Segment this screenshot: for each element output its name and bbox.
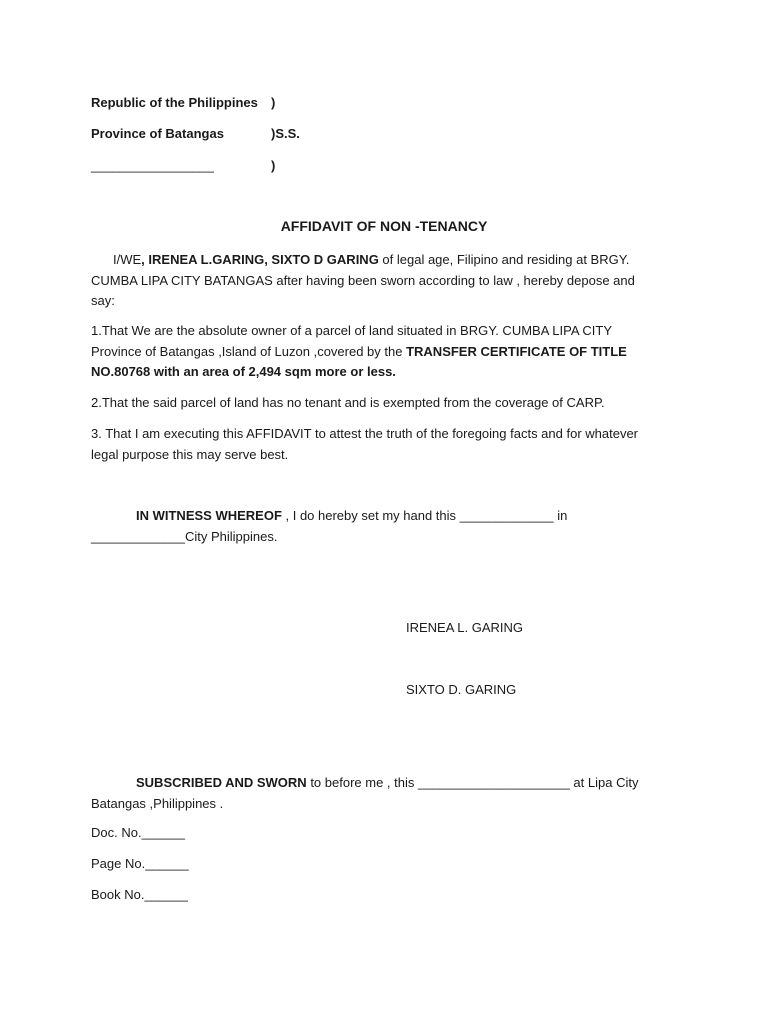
witness-rest: , I do hereby set my hand this _____________ in [281,508,568,523]
signatory-1: IRENEA L. GARING [406,620,524,635]
intro-lead: I/WE [113,252,142,267]
book-no: Book No.______ [91,887,188,902]
item-3-line-1: 3. That I am executing this AFFIDAVIT to attest the truth of the foregoing facts and for whatever [91,426,639,441]
intro-line-3: say: [91,293,115,308]
item-1-tct: TRANSFER CERTIFICATE OF TITLE [406,343,627,359]
intro-names: , IRENEA L.GARING, SIXTO D GARING [141,252,379,267]
caption-province: Province of Batangas [91,126,224,141]
item-1-line-2-plain: Province of Batangas ,Island of Luzon ,covered by the [91,343,407,359]
jurat-clause [91,773,681,814]
witness-bold: IN WITNESS WHEREOF [136,508,282,523]
intro-rest: of legal age, Filipino and residing at BRGY. [378,252,630,267]
caption-paren-3: ) [271,158,276,173]
witness-clause [91,506,681,547]
document-title: AFFIDAVIT OF NON -TENANCY [280,218,488,234]
page-no: Page No.______ [91,856,189,871]
caption-blank-line: _________________ [91,158,214,173]
intro-line-2: CUMBA LIPA CITY BATANGAS after having been sworn according to law , hereby depose and [91,272,635,288]
item-2: 2.That the said parcel of land has no tenant and is exempted from the coverage of CARP. [91,395,605,410]
jurat-bold: SUBSCRIBED AND SWORN [136,775,307,790]
jurat-line-2: Batangas ,Philippines . [91,795,224,811]
doc-no: Doc. No.______ [91,825,185,840]
intro-paragraph [91,250,681,312]
jurat-rest: to before me , this _____________________ at Lipa City [306,775,639,790]
item-3-line-2: legal purpose this may serve best. [91,446,289,462]
caption-paren-1: ) [271,95,276,110]
witness-line-2: _____________City Philippines. [91,528,278,544]
caption-ss: )S.S. [271,126,300,141]
item-1-line-1: 1.That We are the absolute owner of a parcel of land situated in BRGY. CUMBA LIPA CITY [91,323,612,338]
caption-republic: Republic of the Philippines [91,95,258,110]
item-3 [91,424,681,465]
item-1-line-3: NO.80768 with an area of 2,494 sqm more or less. [91,364,396,379]
signatory-2: SIXTO D. GARING [406,682,517,697]
item-1 [91,321,681,383]
